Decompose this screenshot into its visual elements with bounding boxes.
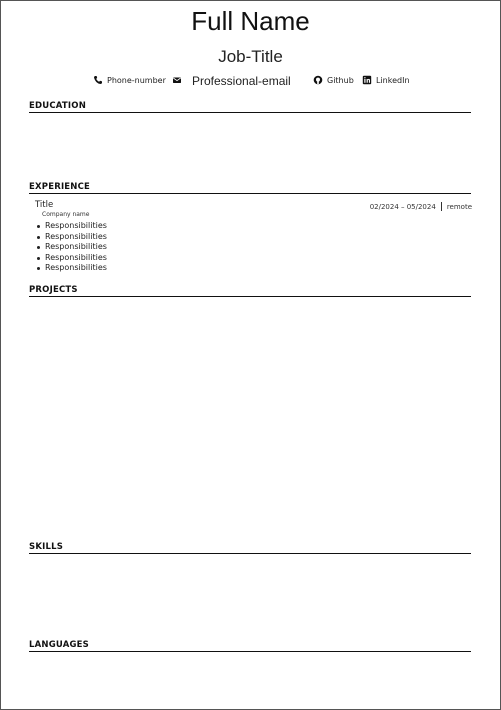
email-label: Professional-email (192, 74, 291, 88)
section-title-languages: LANGUAGES (29, 640, 90, 650)
meta-separator (441, 202, 442, 211)
experience-location: remote (446, 202, 472, 211)
contact-github[interactable] (313, 75, 354, 85)
envelope-icon (172, 75, 182, 85)
experience-title: Title (35, 200, 54, 210)
job-title: Job-Title (218, 47, 283, 66)
linkedin-icon (362, 75, 372, 85)
section-divider (29, 553, 471, 554)
contact-phone[interactable] (93, 75, 166, 85)
section-divider (29, 296, 471, 297)
section-projects (29, 285, 471, 297)
github-label: Github (327, 75, 354, 85)
contact-email-icon-wrap (172, 75, 182, 85)
list-item: Responsibilities (35, 242, 472, 253)
github-icon (313, 75, 323, 85)
section-divider (29, 193, 471, 194)
section-title-skills: SKILLS (29, 542, 64, 552)
list-item: Responsibilities (35, 221, 472, 232)
contact-email[interactable] (192, 74, 291, 88)
section-education (29, 101, 471, 113)
full-name: Full Name (191, 6, 310, 36)
experience-meta (370, 202, 472, 211)
list-item: Responsibilities (35, 263, 472, 274)
experience-entry (35, 200, 472, 274)
section-skills (29, 542, 471, 554)
list-item: Responsibilities (35, 253, 472, 264)
linkedin-label: LinkedIn (376, 75, 410, 85)
experience-company: Company name (42, 211, 90, 218)
experience-dates: 02/2024 – 05/2024 (369, 202, 436, 211)
section-experience (29, 182, 471, 194)
phone-icon (93, 75, 103, 85)
section-languages (29, 640, 471, 652)
contact-bar (0, 75, 501, 89)
section-divider (29, 651, 471, 652)
section-title-projects: PROJECTS (29, 285, 78, 295)
contact-linkedin[interactable] (362, 75, 410, 85)
section-title-experience: EXPERIENCE (29, 182, 91, 192)
responsibilities-list (35, 221, 472, 274)
section-divider (29, 112, 471, 113)
list-item: Responsibilities (35, 232, 472, 243)
phone-label: Phone-number (107, 75, 166, 85)
section-title-education: EDUCATION (29, 101, 87, 111)
